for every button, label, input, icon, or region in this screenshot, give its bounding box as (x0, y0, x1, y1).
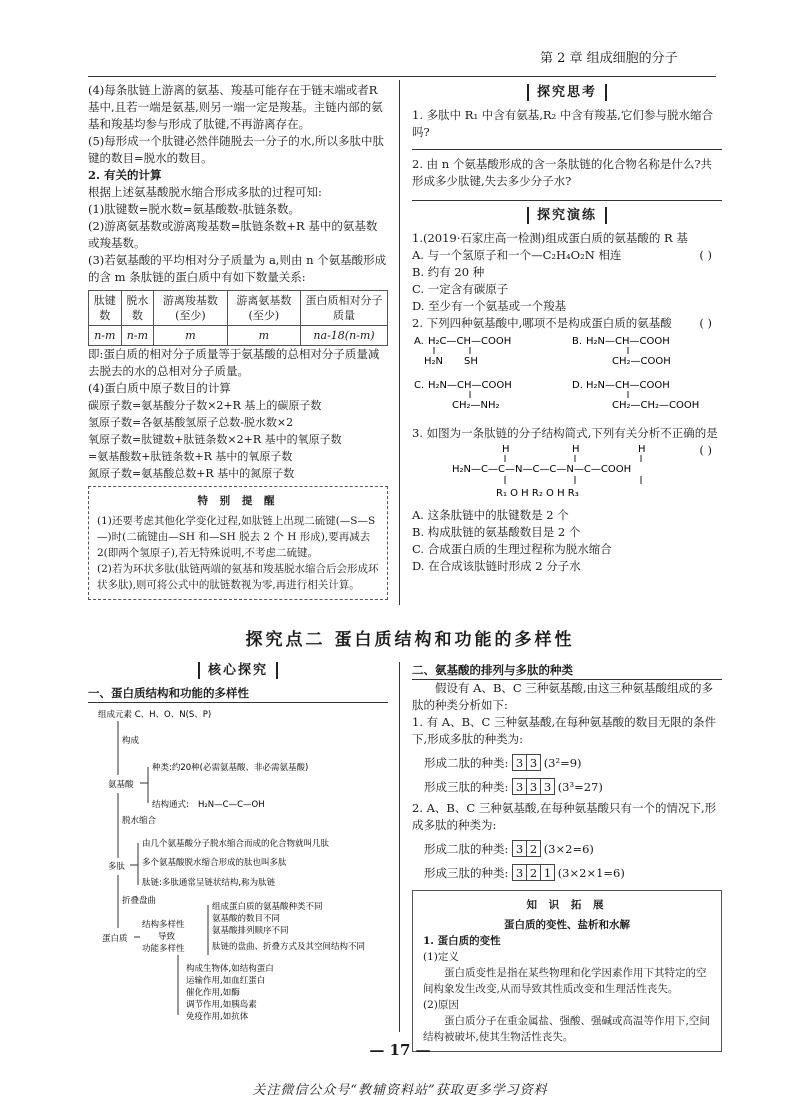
diag-s4: 肽链的盘曲、折叠方式及其空间结构不同 (212, 942, 366, 952)
e1-opt-d: D. 至少有一个氨基或一个羧基 (412, 299, 567, 313)
svg-text:H₂N—CH—COOH: H₂N—CH—COOH (586, 336, 670, 347)
after-table: 即:蛋白质的相对分子质量等于氨基酸的总相对分子质量减去脱去的水的总相对分子质量。 (88, 347, 380, 378)
e1-opt-b: B. 约有 20 种 (412, 265, 485, 279)
dipeptide-row-2: 形成二肽的种类: 3 2 (3×2=6) (424, 842, 594, 856)
note-title: 特 别 提 醒 (197, 495, 279, 507)
opt-label: D. (572, 380, 583, 391)
th: 蛋白质相对分子质量 (301, 291, 388, 326)
diag-fn: 催化作用,如酶 (186, 988, 240, 998)
calc-2: (2)游离氨基数或游离羧基数=肽链条数+R 基中的氨基数或羧基数。 (88, 219, 378, 250)
header-rule (88, 76, 716, 77)
svg-text:H₂N: H₂N (424, 356, 444, 367)
tri-calc-2: (3×2×1=6) (557, 866, 625, 880)
diag-s2: 氨基酸的数目不同 (212, 914, 281, 924)
ext-def-text: 蛋白质变性是指在某些物理和化学因素作用下其特定的空间构象发生改变,从而导致其性质改变和生理活性丧失。 (423, 967, 707, 995)
diag-elements: 组成元素 C、H、O、N(S、P) (98, 710, 212, 720)
diag-dehyd: 脱水缩合 (122, 816, 157, 826)
opt-label: C. (414, 380, 425, 391)
diag-protein: 蛋白质 (102, 934, 128, 944)
column-divider (399, 80, 400, 605)
diag-s1: 组成蛋白质的氨基酸种类不同 (212, 902, 323, 912)
calc-intro: 根据上述氨基酸脱水缩合形成多肽的过程可知: (88, 185, 322, 199)
td: n-m (89, 326, 122, 346)
e1-opt-c: C. 一定含有碳原子 (412, 282, 509, 296)
td: m (227, 326, 300, 346)
diag-kinds: 种类:约20种(必需氨基酸、非必需氨基酸) (152, 763, 309, 773)
diag-p1: 由几个氨基酸分子脱水缩合而成的化合物就叫几肽 (142, 839, 330, 849)
exercise-2-stem: 2. 下列四种氨基酸中,哪项不是构成蛋白质的氨基酸 (412, 316, 672, 330)
rule (412, 200, 722, 201)
note-2: (2)若为环状多肽(肽链两端的氨基和羧基脱水缩合后会形成环状多肽),则可将公式中的肽链数视为零,再进行相关计算。 (97, 563, 379, 591)
column-divider (399, 662, 400, 1032)
svg-text:H₂N—CH—COOH: H₂N—CH—COOH (586, 380, 670, 391)
e3-opt-c: C. 合成蛋白质的生理过程称为脱水缩合 (412, 542, 612, 556)
h1: 一、蛋白质结构和功能的多样性 (88, 685, 388, 703)
h2: 二、氨基酸的排列与多肽的种类 (412, 662, 722, 680)
formula-h: 氢原子数=各氨基酸氢原子总数-脱水数×2 (88, 416, 294, 429)
structure-diagram (88, 703, 388, 1023)
core-title: 核心探究 (198, 662, 278, 679)
formula-c: 碳原子数=氨基酸分子数×2+R 基上的碳原子数 (88, 399, 322, 412)
svg-text:H₂N—CH—COOH: H₂N—CH—COOH (428, 380, 512, 391)
di-calc-2: (3×2=6) (543, 842, 594, 856)
svg-text:R₁ O H R₂ O H R₃: R₁ O H R₂ O H R₃ (496, 488, 579, 499)
dipeptide-row-1: 形成二肽的种类: 3 3 (3²=9) (424, 756, 582, 770)
formula-o2: =氨基酸数+肽链条数+R 基中的氧原子数 (88, 450, 293, 463)
diag-fn: 运输作用,如血红蛋白 (186, 976, 266, 986)
di-label: 形成二肽的种类: (424, 842, 509, 856)
td: na-18(n-m) (301, 326, 388, 346)
svg-text:SH: SH (464, 356, 478, 367)
ext-def: (1)定义 (423, 951, 459, 963)
chapter-header: 第 2 章 组成细胞的分子 (540, 51, 678, 66)
diag-poly: 多肽 (108, 862, 126, 872)
ext-cause-text: 蛋白质分子在重金属盐、强酸、强碱或高温等作用下,空间结构被破坏,使其生物活性丧失。 (423, 1015, 710, 1043)
svg-text:H: H (638, 444, 646, 455)
calc-3: (3)若氨基酸的平均相对分子质量为 a,则由 n 个氨基酸形成的含 m 条肽链的蛋白质中有如下数量关系: (88, 253, 387, 284)
tripeptide-row-1: 形成三肽的种类: 3 3 3 (3³=27) (424, 780, 603, 794)
exercise-2 (412, 315, 722, 332)
diag-struct: 结构多样性 (142, 920, 185, 930)
tri-label: 形成三肽的种类: (424, 866, 509, 880)
practice-title: 探究演练 (527, 207, 607, 224)
rule-1: 1. 有 A、B、C 三种氨基酸,在每种氨基酸的数目无限的条件下,形成多肽的种类为: (412, 715, 717, 746)
calc-4: (4)蛋白质中原子数目的计算 (88, 381, 231, 395)
th: 游离氨基数(至少) (227, 291, 300, 326)
diag-formula: 结构通式: (152, 800, 189, 810)
quantity-table (88, 290, 388, 346)
ext-heading: 蛋白质的变性、盐析和水解 (504, 919, 630, 931)
calc-1: (1)肽键数=脱水数=氨基酸数-肽链条数。 (88, 202, 300, 216)
svg-text:CH₂—CH₂—COOH: CH₂—CH₂—COOH (612, 400, 700, 411)
section2-right (412, 662, 722, 1052)
answer-paren: ( ) (699, 443, 712, 457)
para-5: (5)每形成一个肽键必然伴随脱去一分子的水,所以多肽中肽键的数目=脱水的数目。 (88, 134, 384, 165)
diag-fn: 免疫作用,如抗体 (186, 1012, 249, 1022)
formula-o: 氧原子数=肽键数+肽链条数×2+R 基中的氧原子数 (88, 433, 342, 446)
e3-opt-a: A. 这条肽链中的肽键数是 2 个 (412, 508, 569, 522)
exercise-3 (412, 425, 722, 457)
svg-text:H: H (502, 444, 510, 455)
svg-text:H₂N—C—C—N—C—C—N—C—COOH: H₂N—C—C—N—C—C—N—C—COOH (452, 464, 632, 475)
section-2-title: 探究点二 蛋白质结构和功能的多样性 (245, 630, 575, 650)
exercise-3-stem: 3. 如图为一条肽链的分子结构简式,下列有关分析不正确的是 (412, 426, 718, 440)
svg-text:H: H (572, 444, 580, 455)
question-1: 1. 多肽中 R₁ 中含有氨基,R₂ 中含有羧基,它们参与脱水缩合吗? (412, 108, 713, 139)
formula-n: 氮原子数=氨基酸总数+R 基中的氮原子数 (88, 467, 295, 480)
td: m (154, 326, 227, 346)
th: 脱水数 (121, 291, 154, 326)
calc-title: 2. 有关的计算 (88, 168, 162, 182)
peptide-structure (412, 442, 722, 502)
footer-note: 关注微信公众号“教辅资料站”获取更多学习资料 (252, 1083, 548, 1098)
page-number: — 17 — (369, 1041, 431, 1059)
para-4: (4)每条肽链上游离的氨基、羧基可能存在于链末端或者R 基中,且若一端是氨基,则另一端一定是羧基。主链内部的氨基和羧基均参与形成了肽键,不再游离存在。 (88, 83, 383, 131)
tripeptide-row-2: 形成三肽的种类: 3 2 1 (3×2×1=6) (424, 866, 625, 880)
intro: 假设有 A、B、C 三种氨基酸,由这三种氨基酸组成的多肽的种类分析如下: (412, 681, 714, 712)
amino-acid-structures (412, 332, 722, 420)
answer-paren: ( ) (699, 316, 712, 330)
svg-text:H₂N—C—C—OH: H₂N—C—C—OH (198, 800, 265, 810)
diag-s3: 氨基酸排列顺序不同 (212, 926, 289, 936)
ext-1: 1. 蛋白质的变性 (423, 935, 501, 947)
e1-opt-a: A. 与一个氢原子和一个—C₂H₄O₂N 相连 (412, 248, 622, 262)
td: n-m (121, 326, 154, 346)
ext-cause: (2)原因 (423, 999, 459, 1011)
section2-left (88, 662, 388, 1028)
tri-label: 形成三肽的种类: (424, 780, 509, 794)
answer-paren: ( ) (699, 248, 712, 262)
ext-title: 知 识 拓 展 (526, 899, 608, 911)
opt-label: A. (414, 336, 424, 347)
diag-lead: 导致 (158, 932, 176, 942)
left-column (88, 80, 388, 600)
opt-label: B. (572, 336, 583, 347)
note-1: (1)还要考虑其他化学变化过程,如肽链上出现二硫键(—S—S—)时(二硫键由—SH 和—SH 脱去 2 个 H 形成),要再减去 2(即两个氢原子),若无特殊说明,不考虑二硫键。 (97, 515, 376, 559)
question-2: 2. 由 n 个氨基酸形成的含一条肽链的化合物名称是什么?共形成多少肽键,失去多少分子水? (412, 157, 713, 188)
rule (412, 149, 722, 150)
think-title: 探究思考 (527, 84, 607, 101)
diag-aa: 氨基酸 (108, 780, 134, 790)
th: 游离羧基数(至少) (154, 291, 227, 326)
di-calc: (3²=9) (543, 756, 582, 770)
diag-p2: 多个氨基酸脱水缩合形成的肽也叫多肽 (142, 858, 287, 868)
diag-func: 功能多样性 (142, 944, 185, 954)
di-label: 形成二肽的种类: (424, 756, 509, 770)
svg-text:H₂C—CH—COOH: H₂C—CH—COOH (428, 336, 512, 347)
special-note (88, 486, 388, 600)
exercise-1-stem: 1.(2019·石家庄高一检测)组成蛋白质的氨基酸的 R 基 (412, 231, 688, 245)
th: 肽键数 (89, 291, 122, 326)
tri-calc: (3³=27) (557, 780, 603, 794)
knowledge-ext (412, 890, 722, 1052)
diag-construct: 构成 (122, 736, 140, 746)
diag-fn: 构成生物体,如结构蛋白 (186, 964, 274, 974)
rule-2: 2. A、B、C 三种氨基酸,在每种氨基酸只有一个的情况下,形成多肽的种类为: (412, 801, 717, 832)
e3-opt-d: D. 在合成该肽链时形成 2 分子水 (412, 559, 581, 573)
svg-text:CH₂—COOH: CH₂—COOH (612, 356, 671, 367)
diag-p3: 肽链:多肽通常呈链状结构,称为肽链 (142, 878, 276, 888)
diag-fn: 调节作用,如胰岛素 (186, 1000, 257, 1010)
svg-text:CH₂—NH₂: CH₂—NH₂ (452, 400, 500, 411)
diag-fold: 折叠盘曲 (122, 896, 157, 906)
e3-opt-b: B. 构成肽链的氨基酸数目是 2 个 (412, 525, 581, 539)
right-column (412, 80, 722, 575)
